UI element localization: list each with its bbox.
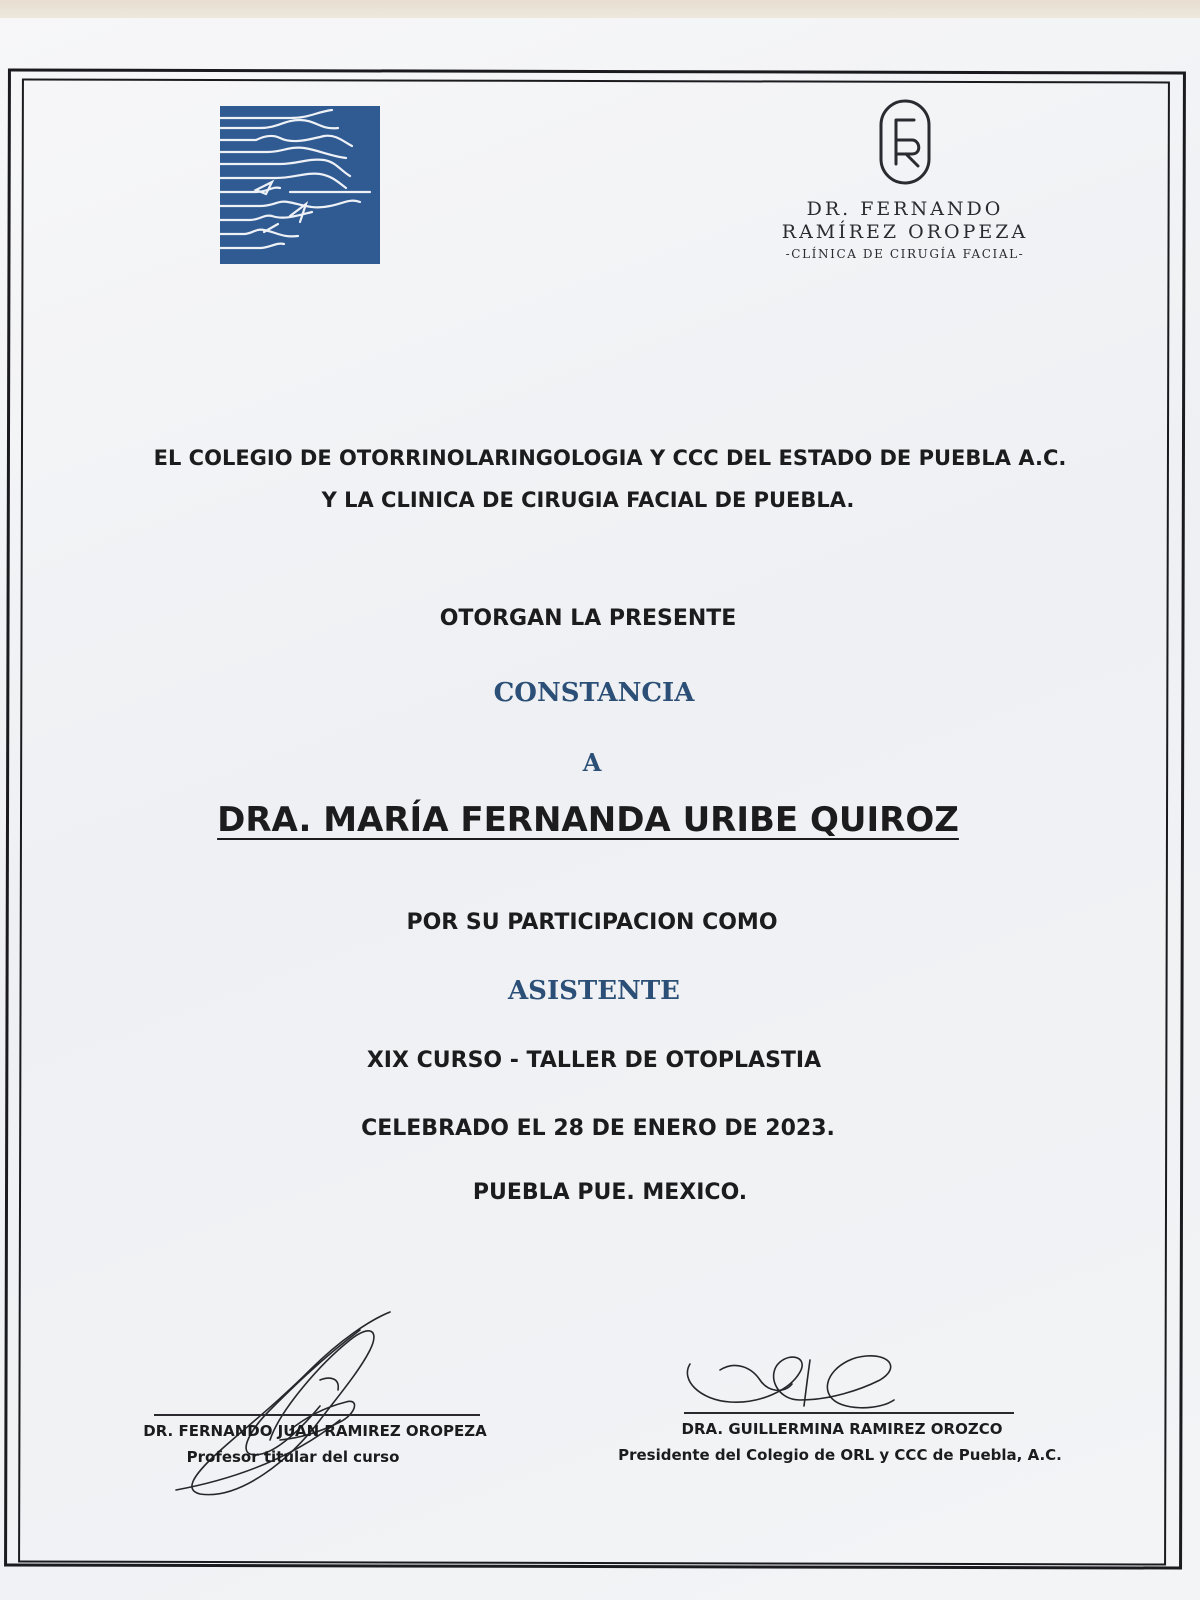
- grant-text: OTORGAN LA PRESENTE: [439, 606, 737, 631]
- event-place: PUEBLA PUE. MEXICO.: [472, 1180, 748, 1205]
- clinic-name-line1: DR. FERNANDO: [806, 198, 1004, 220]
- signature-block-right: [620, 1350, 1080, 1490]
- handwritten-signature-left: [170, 1310, 400, 1500]
- stylized-ear-waves-logo-icon: [220, 106, 380, 264]
- participant-role: ASISTENTE: [508, 976, 680, 1006]
- signature-line-left: [154, 1414, 480, 1416]
- issuer-line-2: Y LA CLINICA DE CIRUGIA FACIAL DE PUEBLA.: [321, 488, 855, 512]
- event-date: CELEBRADO EL 28 DE ENERO DE 2023.: [361, 1116, 835, 1141]
- to-label: A: [582, 748, 602, 777]
- signer-role-left: Profesor titular del curso: [186, 1448, 400, 1466]
- participation-text: POR SU PARTICIPACION COMO: [406, 910, 778, 935]
- signature-block-left: [130, 1310, 500, 1510]
- course-name: XIX CURSO - TALLER DE OTOPLASTIA: [366, 1048, 822, 1073]
- handwritten-signature-right: [680, 1350, 910, 1420]
- certificate-title: CONSTANCIA: [493, 678, 695, 708]
- signer-name-right: DRA. GUILLERMINA RAMIREZ OROZCO: [681, 1420, 1003, 1438]
- recipient-block: [0, 800, 1200, 840]
- signer-name-left: DR. FERNANDO JUAN RAMIREZ OROPEZA: [143, 1422, 487, 1440]
- signer-role-right: Presidente del Colegio de ORL y CCC de Puebla, A.C.: [618, 1446, 1062, 1464]
- fr-monogram-icon: [878, 98, 932, 186]
- clinic-tagline: -CLÍNICA DE CIRUGÍA FACIAL-: [785, 247, 1025, 261]
- recipient-name: DRA. MARÍA FERNANDA URIBE QUIROZ: [217, 800, 959, 840]
- issuer-line-1: EL COLEGIO DE OTORRINOLARINGOLOGIA Y CCC DEL ESTADO DE PUEBLA A.C.: [153, 446, 1067, 470]
- clinic-logo: [760, 98, 1050, 278]
- clinic-name-line2: RAMÍREZ OROPEZA: [781, 221, 1029, 243]
- signature-line-right: [684, 1412, 1014, 1414]
